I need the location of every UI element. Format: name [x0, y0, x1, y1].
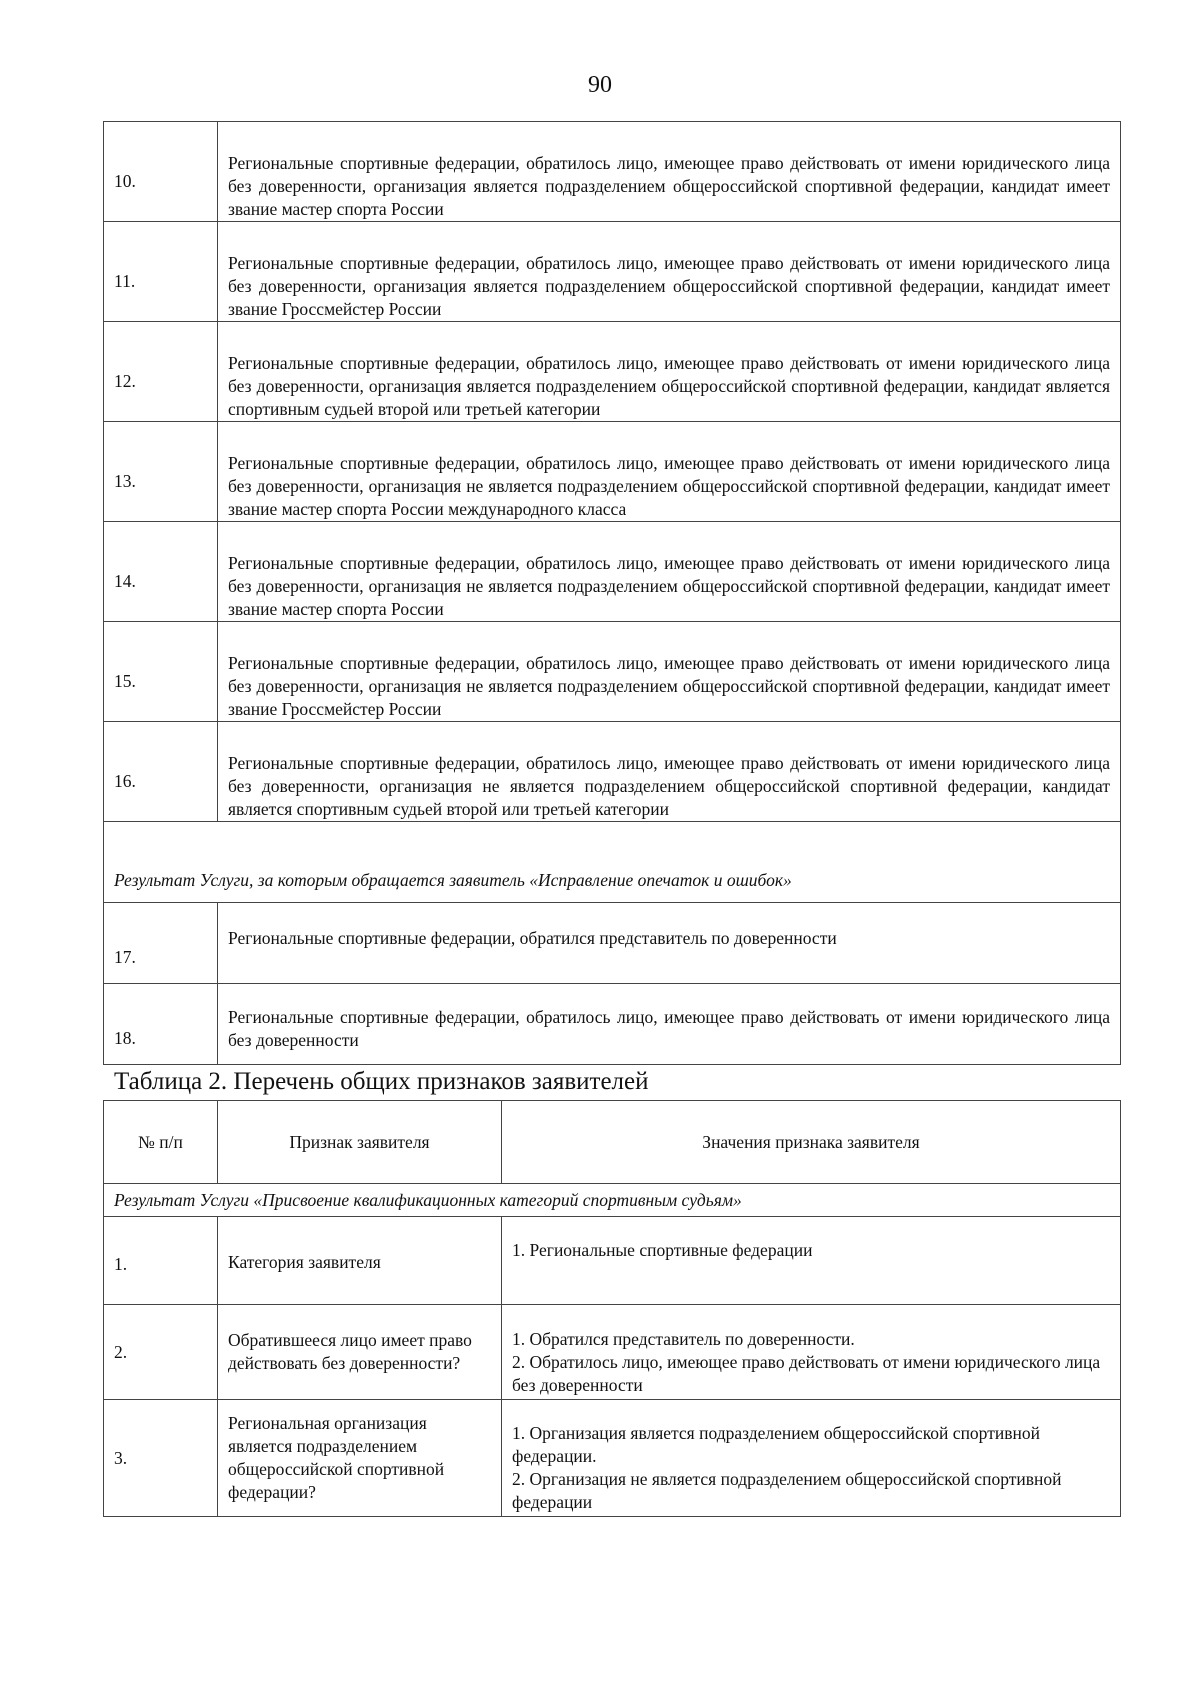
table-row — [104, 422, 1121, 522]
value-item: 2. Организация не является подразделением общероссийской спортивной федерации — [512, 1469, 1062, 1512]
table-row — [104, 222, 1121, 322]
table-row — [104, 984, 1121, 1065]
applicant-attributes-table — [103, 1100, 1121, 1517]
row-description: Региональные спортивные федерации, обратилось лицо, имеющее право действовать от имени юридического лица без доверенности — [218, 984, 1121, 1065]
section-title: Результат Услуги «Присвоение квалификационных категорий спортивным судьям» — [104, 1184, 1121, 1217]
page-number: 90 — [588, 72, 612, 98]
table-row — [104, 122, 1121, 222]
value-item: 1. Обратился представитель по доверенности. — [512, 1329, 855, 1349]
row-attribute: Обратившееся лицо имеет право действовать без доверенности? — [218, 1305, 502, 1400]
table-row — [104, 622, 1121, 722]
row-number: 16. — [104, 722, 218, 822]
row-description: Региональные спортивные федерации, обратилось лицо, имеющее право действовать от имени юридического лица без доверенности, организация не является подразделением общероссийской спортивной федерации, кандидат имеет звание мастер спорта России международного класса — [218, 422, 1121, 522]
applicant-variants-table — [103, 121, 1121, 1065]
row-number: 2. — [104, 1305, 218, 1400]
table-row — [104, 1400, 1121, 1517]
value-item: 1. Региональные спортивные федерации — [512, 1240, 813, 1260]
row-number: 17. — [104, 903, 218, 984]
row-number: 1. — [104, 1217, 218, 1305]
table-row — [104, 322, 1121, 422]
table-row — [104, 903, 1121, 984]
header-attribute: Признак заявителя — [218, 1101, 502, 1184]
section-row — [104, 1184, 1121, 1217]
row-number: 13. — [104, 422, 218, 522]
header-values: Значения признака заявителя — [502, 1101, 1121, 1184]
row-description: Региональные спортивные федерации, обратилось лицо, имеющее право действовать от имени юридического лица без доверенности, организация не является подразделением общероссийской спортивной федерации, кандидат является спортивным судьей второй или третьей категории — [218, 722, 1121, 822]
row-attribute: Категория заявителя — [218, 1217, 502, 1305]
row-description: Региональные спортивные федерации, обратилось лицо, имеющее право действовать от имени юридического лица без доверенности, организация является подразделением общероссийской спортивной федерации, кандидат имеет звание мастер спорта России — [218, 122, 1121, 222]
value-item: 2. Обратилось лицо, имеющее право действовать от имени юридического лица без доверенности — [512, 1352, 1101, 1395]
row-description: Региональные спортивные федерации, обратился представитель по доверенности — [218, 903, 1121, 984]
row-description: Региональные спортивные федерации, обратилось лицо, имеющее право действовать от имени юридического лица без доверенности, организация является подразделением общероссийской спортивной федерации, кандидат имеет звание Гроссмейстер России — [218, 222, 1121, 322]
row-attribute: Региональная организация является подразделением общероссийской спортивной федерации? — [218, 1400, 502, 1517]
table-row — [104, 1305, 1121, 1400]
table-header-row — [104, 1101, 1121, 1184]
row-description: Региональные спортивные федерации, обратилось лицо, имеющее право действовать от имени юридического лица без доверенности, организация не является подразделением общероссийской спортивной федерации, кандидат имеет звание мастер спорта России — [218, 522, 1121, 622]
table2-title: Таблица 2. Перечень общих признаков заявителей — [114, 1068, 649, 1095]
section-row — [104, 822, 1121, 903]
row-number: 18. — [104, 984, 218, 1065]
table-row — [104, 722, 1121, 822]
row-number: 10. — [104, 122, 218, 222]
value-item: 1. Организация является подразделением общероссийской спортивной федерации. — [512, 1423, 1040, 1466]
row-description: Региональные спортивные федерации, обратилось лицо, имеющее право действовать от имени юридического лица без доверенности, организация не является подразделением общероссийской спортивной федерации, кандидат имеет звание Гроссмейстер России — [218, 622, 1121, 722]
table-row — [104, 1217, 1121, 1305]
row-values — [502, 1217, 1121, 1305]
row-values — [502, 1305, 1121, 1400]
table-row — [104, 522, 1121, 622]
row-number: 3. — [104, 1400, 218, 1517]
row-values — [502, 1400, 1121, 1517]
row-description: Региональные спортивные федерации, обратилось лицо, имеющее право действовать от имени юридического лица без доверенности, организация является подразделением общероссийской спортивной федерации, кандидат является спортивным судьей второй или третьей категории — [218, 322, 1121, 422]
row-number: 15. — [104, 622, 218, 722]
row-number: 12. — [104, 322, 218, 422]
row-number: 11. — [104, 222, 218, 322]
section-title: Результат Услуги, за которым обращается заявитель «Исправление опечаток и ошибок» — [104, 822, 1121, 903]
row-number: 14. — [104, 522, 218, 622]
header-number: № п/п — [104, 1101, 218, 1184]
